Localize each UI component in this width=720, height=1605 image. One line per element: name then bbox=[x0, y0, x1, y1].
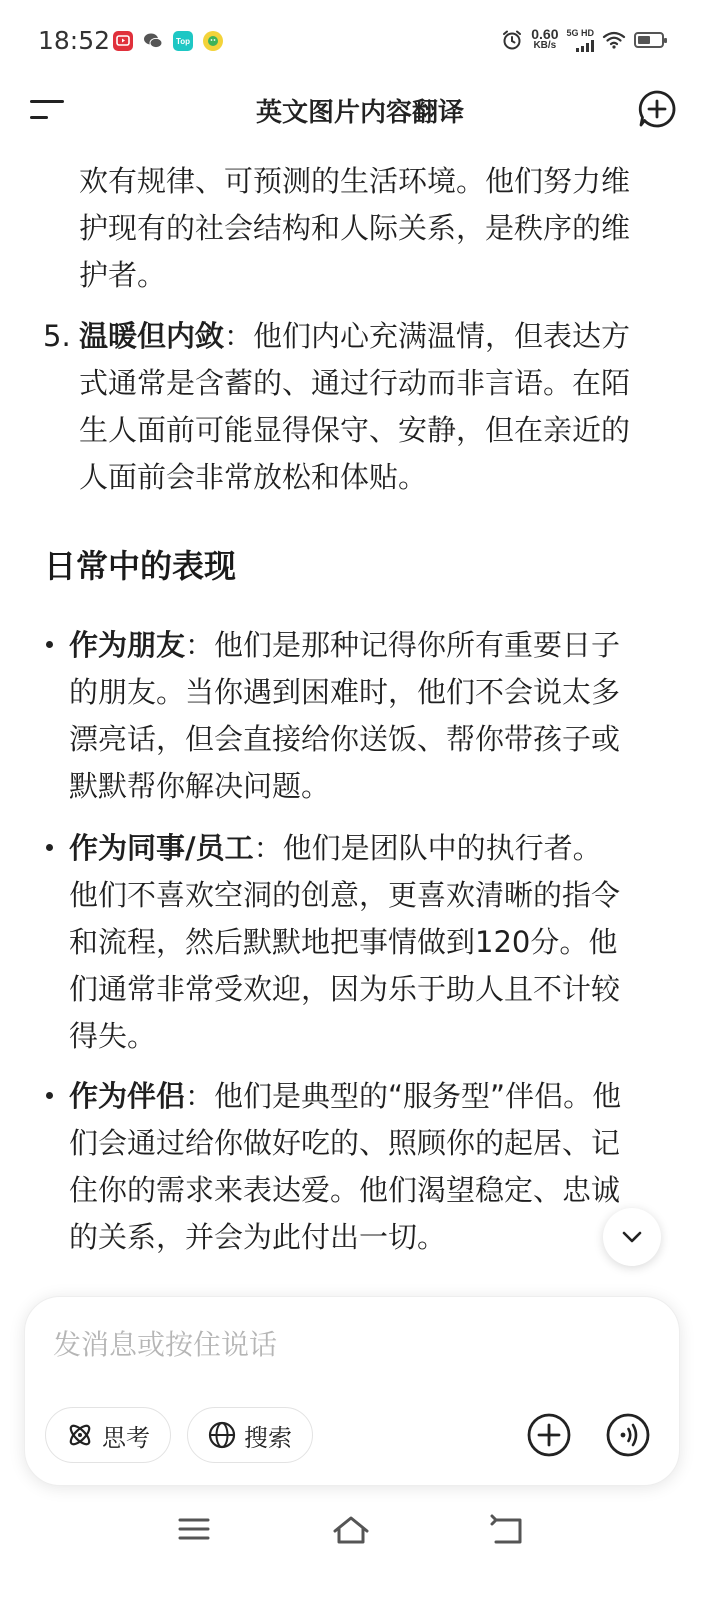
bullet-title: 作为伴侣 bbox=[69, 1079, 186, 1113]
bullet-text: ：他们是那种记得你所有重要日子 bbox=[185, 628, 621, 662]
top-app-icon: Top bbox=[173, 31, 193, 51]
plus-circle-icon bbox=[527, 1413, 571, 1457]
voice-call-button[interactable] bbox=[606, 1413, 650, 1457]
text-line: 的关系，并会为此付出一切。 bbox=[69, 1220, 447, 1254]
text-line: 默默帮你解决问题。 bbox=[69, 769, 331, 803]
message-input[interactable]: 发消息或按住说话 bbox=[53, 1328, 278, 1361]
bullet-text: ：他们是团队中的执行者。 bbox=[253, 831, 602, 865]
list-item-text: ：他们内心充满温情，但表达方 bbox=[224, 319, 631, 353]
text-line bbox=[69, 825, 620, 872]
section-heading: 日常中的表现 bbox=[44, 547, 237, 585]
battery-fill bbox=[638, 36, 650, 44]
bullet-icon bbox=[46, 844, 53, 851]
network-speed bbox=[531, 28, 558, 52]
bullet-item-friend bbox=[69, 622, 620, 810]
text-line bbox=[69, 1073, 621, 1120]
status-bar bbox=[0, 0, 720, 80]
app-header bbox=[0, 80, 720, 142]
message-composer bbox=[24, 1296, 680, 1486]
text-line: 欢有规律、可预测的生活环境。他们努力维 bbox=[79, 164, 631, 198]
text-line: 住你的需求来表达爱。他们渴望稳定、忠诚 bbox=[69, 1173, 621, 1207]
text-line: 得失。 bbox=[69, 1019, 157, 1053]
list-item-number: 5. bbox=[43, 319, 71, 353]
system-nav-bar bbox=[0, 1500, 720, 1605]
text-line: 的朋友。当你遇到困难时，他们不会说太多 bbox=[69, 675, 621, 709]
scroll-to-bottom-button[interactable] bbox=[603, 1208, 661, 1266]
signal-label: 5G HD bbox=[566, 27, 594, 38]
page-title: 英文图片内容翻译 bbox=[255, 98, 464, 128]
nav-recents-button[interactable] bbox=[176, 1514, 216, 1548]
video-app-icon bbox=[113, 31, 133, 51]
wechat-icon bbox=[143, 31, 163, 51]
bullet-title: 作为同事/员工 bbox=[69, 831, 254, 865]
atom-icon bbox=[66, 1421, 94, 1449]
new-chat-icon bbox=[638, 90, 676, 128]
list-item-5 bbox=[79, 313, 630, 501]
think-label: 思考 bbox=[102, 1423, 150, 1452]
chevron-down-icon bbox=[621, 1230, 643, 1244]
globe-icon bbox=[208, 1421, 236, 1449]
status-time: 18:52 bbox=[38, 26, 111, 55]
text-line: 们会通过给你做好吃的、照顾你的起居、记 bbox=[69, 1126, 621, 1160]
text-line: 和流程，然后默默地把事情做到120分。他 bbox=[69, 925, 618, 959]
list-item-title: 温暖但内敛 bbox=[79, 319, 225, 353]
new-chat-button[interactable] bbox=[638, 90, 676, 128]
bullet-title: 作为朋友 bbox=[69, 628, 186, 662]
status-right bbox=[501, 28, 664, 52]
signal-indicator bbox=[566, 29, 594, 52]
text-line: 护者。 bbox=[79, 258, 167, 292]
home-icon bbox=[331, 1514, 371, 1546]
text-line: 人面前会非常放松和体贴。 bbox=[79, 460, 428, 494]
text-line: 漂亮话，但会直接给你送饭、帮你带孩子或 bbox=[69, 722, 621, 756]
alarm-icon bbox=[501, 29, 523, 51]
nav-back-button[interactable] bbox=[488, 1514, 528, 1548]
text-line: 护现有的社会结构和人际关系，是秩序的维 bbox=[79, 211, 631, 245]
signal-bars-icon bbox=[576, 40, 594, 52]
bullet-text: ：他们是典型的“服务型”伴侣。他 bbox=[185, 1079, 622, 1113]
battery-icon bbox=[634, 32, 664, 48]
search-label: 搜索 bbox=[244, 1423, 292, 1452]
text-line: 他们不喜欢空洞的创意，更喜欢清晰的指令 bbox=[69, 878, 621, 912]
wifi-icon bbox=[602, 31, 626, 49]
search-button[interactable] bbox=[187, 1407, 313, 1463]
voice-wave-icon bbox=[606, 1413, 650, 1457]
chat-content bbox=[0, 142, 720, 1292]
add-attachment-button[interactable] bbox=[527, 1413, 571, 1457]
text-line bbox=[69, 622, 620, 669]
bullet-item-colleague bbox=[69, 825, 620, 1060]
continued-paragraph bbox=[79, 158, 630, 299]
notification-icons bbox=[113, 31, 223, 51]
nav-home-button[interactable] bbox=[331, 1514, 371, 1548]
text-line bbox=[79, 313, 630, 360]
network-speed-value: 0.60 bbox=[531, 26, 559, 42]
network-speed-unit: KB/s bbox=[533, 40, 557, 51]
back-icon bbox=[488, 1514, 524, 1546]
think-button[interactable] bbox=[45, 1407, 171, 1463]
text-line: 们通常非常受欢迎，因为乐于助人且不计较 bbox=[69, 972, 621, 1006]
bullet-icon bbox=[46, 1092, 53, 1099]
text-line: 生人面前可能显得保守、安静，但在亲近的 bbox=[79, 413, 631, 447]
smiley-app-icon bbox=[203, 31, 223, 51]
bullet-item-partner bbox=[69, 1073, 621, 1261]
bullet-icon bbox=[46, 641, 53, 648]
text-line: 式通常是含蓄的、通过行动而非言语。在陌 bbox=[79, 366, 631, 400]
hamburger-icon bbox=[176, 1514, 212, 1544]
